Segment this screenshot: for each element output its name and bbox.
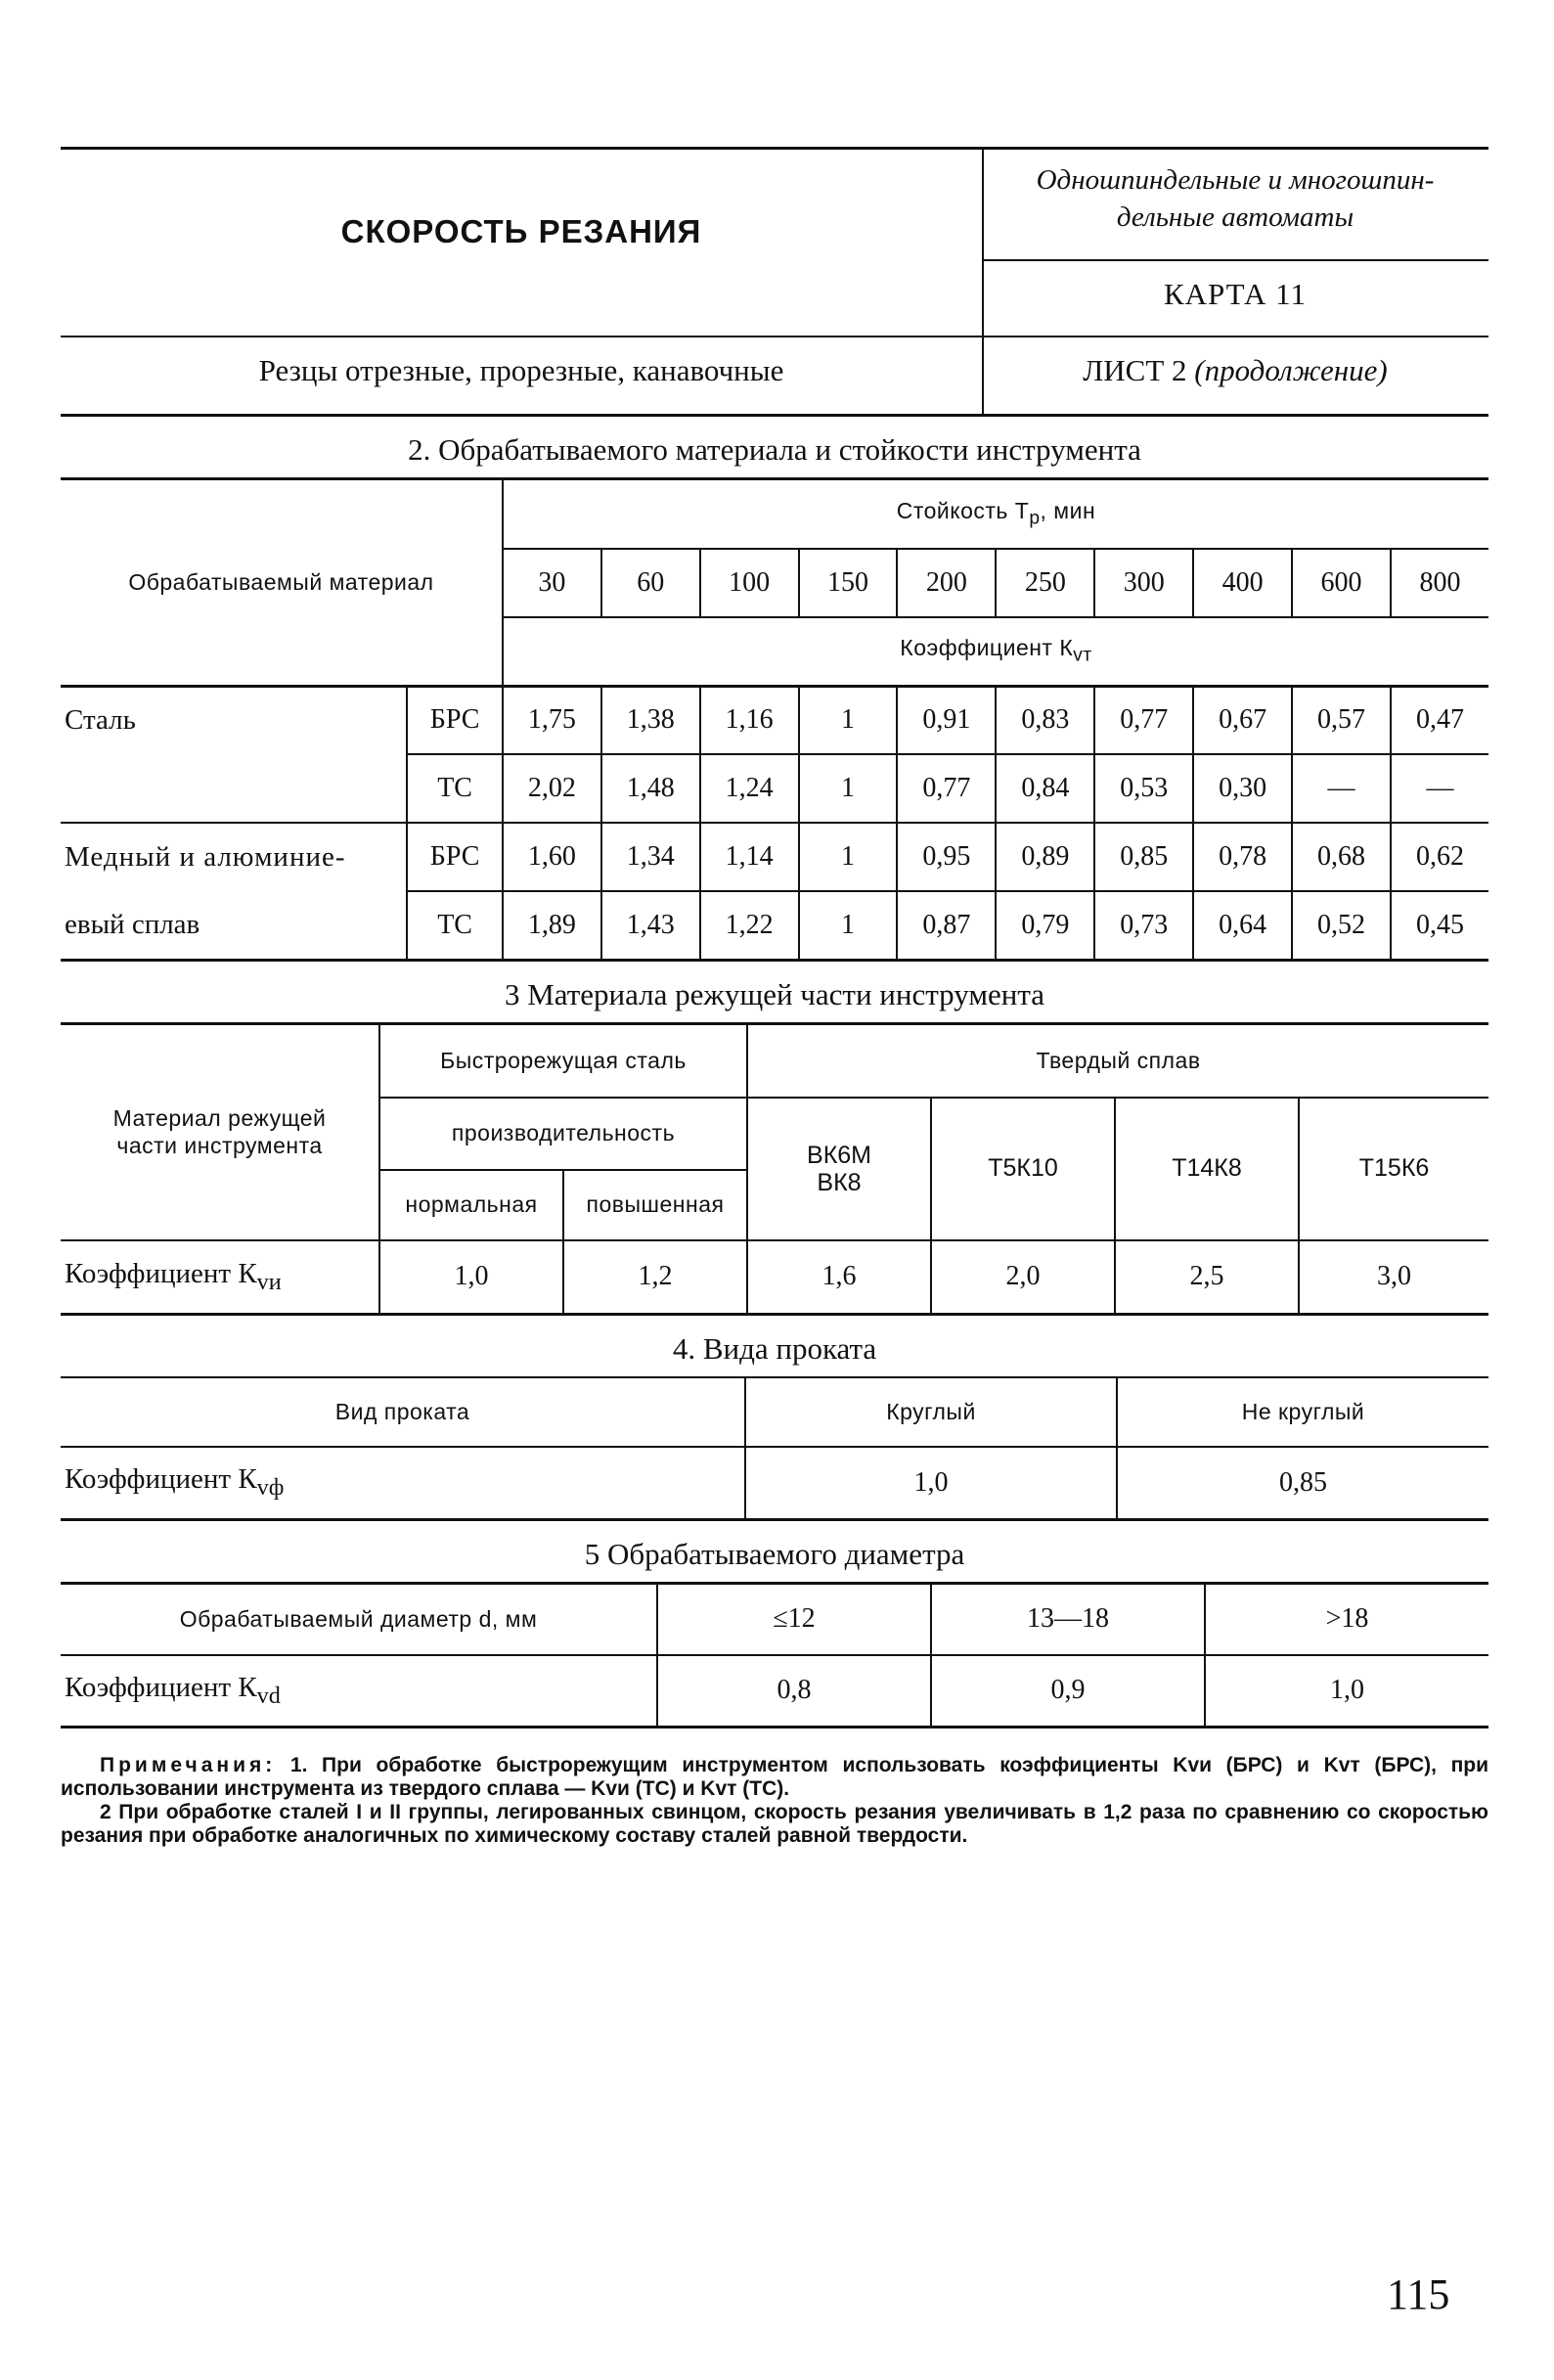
cell: 1,60 [503, 823, 601, 891]
material-header: Обрабатываемый материал [61, 480, 503, 686]
hss-header: Быстрорежущая сталь [379, 1025, 747, 1098]
section5-title: 5 Обрабатываемого диаметра [61, 1521, 1488, 1585]
productivity-header: производительность [379, 1098, 747, 1170]
material-alloy: Медный и алюминие- [61, 823, 407, 891]
hard-alloy-header: Твердый сплав [747, 1025, 1488, 1098]
cell: 0,84 [996, 754, 1094, 823]
cell: 0,9 [931, 1655, 1205, 1728]
cell: 0,67 [1193, 686, 1292, 754]
grade-vk: ВК6М ВК8 [747, 1098, 931, 1240]
cell: 1,89 [503, 891, 601, 960]
cell: 1 [799, 686, 898, 754]
cell: 2,5 [1115, 1240, 1299, 1315]
tool-material: ТС [407, 891, 503, 960]
cell: 0,91 [897, 686, 996, 754]
life-value: 600 [1292, 549, 1391, 617]
diameter-range: 13—18 [931, 1585, 1205, 1655]
stock-type-header: Вид проката [61, 1378, 745, 1447]
productivity-increased: повышенная [563, 1170, 747, 1240]
cell: 0,47 [1391, 686, 1488, 754]
cell: 1,16 [700, 686, 799, 754]
cell: 1,6 [747, 1240, 931, 1315]
coef-kvt-header: Коэффициент $К_{vт}$ [503, 617, 1488, 686]
cell: 0,52 [1292, 891, 1391, 960]
grade-t5k10: Т5К10 [931, 1098, 1115, 1240]
tool-type: Резцы отрезные, прорезные, канавочные [258, 353, 784, 387]
cell: 0,8 [657, 1655, 931, 1728]
cell: 1 [799, 754, 898, 823]
cell: 1,2 [563, 1240, 747, 1315]
cell: 0,57 [1292, 686, 1391, 754]
cell: 0,87 [897, 891, 996, 960]
tool-material-table [61, 1025, 1488, 1317]
cell: 0,89 [996, 823, 1094, 891]
cell: 1 [799, 823, 898, 891]
material-steel-cont [61, 754, 407, 823]
life-value: 250 [996, 549, 1094, 617]
sheet-number: ЛИСТ 2 (продолжение) [1083, 353, 1388, 387]
life-header: Стойкость $Т_р$, мин [503, 480, 1488, 549]
stock-type-table [61, 1378, 1488, 1521]
diameter-header: Обрабатываемый диаметр d, мм [61, 1585, 657, 1655]
cell: 0,85 [1117, 1447, 1488, 1519]
cell: 2,02 [503, 754, 601, 823]
cell: 1,43 [601, 891, 700, 960]
cell: 0,73 [1094, 891, 1193, 960]
section4-title: 4. Вида проката [61, 1316, 1488, 1378]
cell: 0,45 [1391, 891, 1488, 960]
life-value: 400 [1193, 549, 1292, 617]
cell: 0,79 [996, 891, 1094, 960]
stock-not-round: Не круглый [1117, 1378, 1488, 1447]
cell: 1,38 [601, 686, 700, 754]
material-alloy-cont: евый сплав [61, 891, 407, 960]
cell: 1,0 [745, 1447, 1117, 1519]
coef-kvf-label: Коэффициент $К_{vф}$ [61, 1447, 745, 1519]
diameter-table [61, 1585, 1488, 1729]
cell: 1,34 [601, 823, 700, 891]
section3-title: 3 Материала режущей части инструмента [61, 962, 1488, 1025]
cell: 0,83 [996, 686, 1094, 754]
cell: 1,14 [700, 823, 799, 891]
cell: 0,78 [1193, 823, 1292, 891]
cell: 0,30 [1193, 754, 1292, 823]
cell: 0,62 [1391, 823, 1488, 891]
life-value: 60 [601, 549, 700, 617]
life-value: 800 [1391, 549, 1488, 617]
tool-material: ТС [407, 754, 503, 823]
cell: 0,64 [1193, 891, 1292, 960]
machine-type: Одношпиндельные и многошпин- дельные автоматы [1036, 164, 1435, 233]
page-title: СКОРОСТЬ РЕЗАНИЯ [340, 213, 702, 249]
material-steel: Сталь [61, 686, 407, 754]
cell: 3,0 [1299, 1240, 1488, 1315]
life-value: 100 [700, 549, 799, 617]
cell: 0,77 [1094, 686, 1193, 754]
coef-kvi-label: Коэффициент $К_{vи}$ [61, 1240, 379, 1315]
page-number: 115 [1387, 2270, 1450, 2318]
cell: 0,85 [1094, 823, 1193, 891]
note-2: 2 При обработке сталей I и II группы, легированных свинцом, скорость резания увеличивать в 1,2 раза по сравнению со скоростью резания при обработке аналогичных по химическому составу сталей равной твердости. [61, 1801, 1488, 1847]
cell: 1,22 [700, 891, 799, 960]
cell: 0,95 [897, 823, 996, 891]
section2-title: 2. Обрабатываемого материала и стойкости инструмента [61, 417, 1488, 480]
document-page [61, 147, 1488, 1848]
header-block [61, 147, 1488, 417]
material-life-table [61, 480, 1488, 962]
coef-kvd-label: Коэффициент $К_{vd}$ [61, 1655, 657, 1728]
diameter-range: ≤12 [657, 1585, 931, 1655]
grade-t15k6: Т15К6 [1299, 1098, 1488, 1240]
card-number: КАРТА 11 [1163, 277, 1308, 311]
note-1: 1. При обработке быстрорежущим инструментом использовать коэффициенты Kvи (БРС) и Kvт (БРС), при использовании инструмента из твердого сплава — Kvи (ТС) и Kvт (ТС). [61, 1754, 1488, 1800]
cell: 1 [799, 891, 898, 960]
cell: 1,75 [503, 686, 601, 754]
life-value: 30 [503, 549, 601, 617]
life-value: 150 [799, 549, 898, 617]
stock-round: Круглый [745, 1378, 1117, 1447]
cell: 0,68 [1292, 823, 1391, 891]
tool-material: БРС [407, 686, 503, 754]
cell: 1,24 [700, 754, 799, 823]
cell: 1,0 [1205, 1655, 1488, 1728]
tool-material: БРС [407, 823, 503, 891]
life-value: 300 [1094, 549, 1193, 617]
cell: 2,0 [931, 1240, 1115, 1315]
cell: 0,53 [1094, 754, 1193, 823]
life-value: 200 [897, 549, 996, 617]
cell: — [1391, 754, 1488, 823]
notes-label: Примечания: [100, 1754, 277, 1776]
cell: 0,77 [897, 754, 996, 823]
productivity-normal: нормальная [379, 1170, 563, 1240]
notes [61, 1754, 1488, 1848]
tool-material-header: Материал режущей части инструмента [61, 1025, 379, 1240]
grade-t14k8: Т14К8 [1115, 1098, 1299, 1240]
cell: 1,48 [601, 754, 700, 823]
cell: — [1292, 754, 1391, 823]
diameter-range: >18 [1205, 1585, 1488, 1655]
cell: 1,0 [379, 1240, 563, 1315]
